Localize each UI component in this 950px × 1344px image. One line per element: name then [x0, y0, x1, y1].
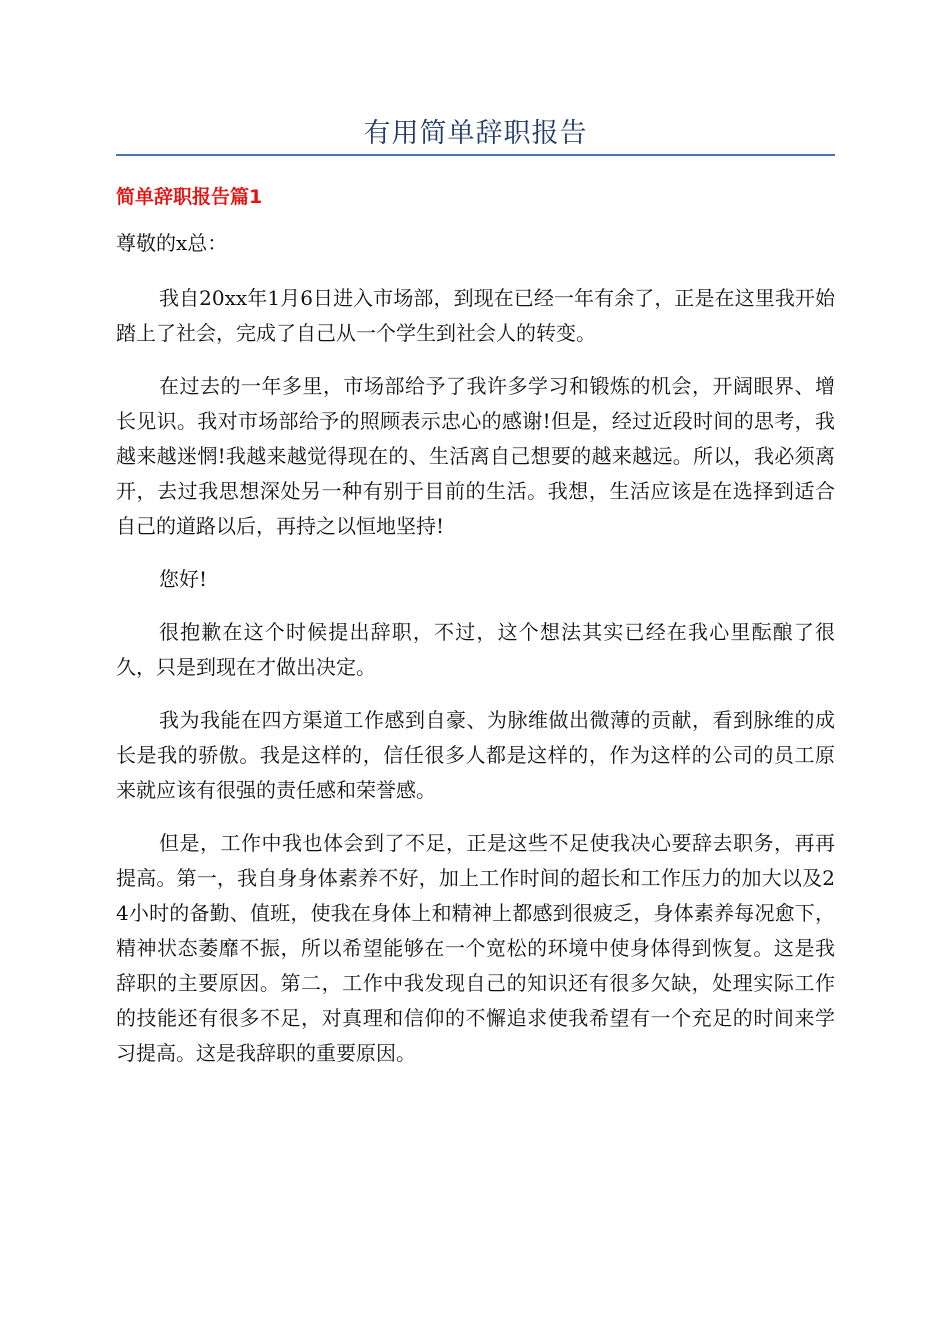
salutation: 尊敬的x总：	[116, 231, 228, 255]
section-heading: 简单辞职报告篇1	[116, 186, 263, 208]
title-divider	[116, 154, 835, 156]
paragraph: 在过去的一年多里，市场部给予了我许多学习和锻炼的机会，开阔眼界、增长见识。我对市场部给予的照顾表示忠心的感谢!但是，经过近段时间的思考，我越来越迷惘!我越来越觉得现在的、生活离自己想要的越来越远。所以，我必须离开，去过我思想深处另一种有别于目前的生活。我想，生活应该是在选择到适合自己的道路以后，再持之以恒地坚持!	[116, 374, 835, 538]
document-title: 有用简单辞职报告	[363, 118, 588, 149]
paragraph: 我自20xx年1月6日进入市场部，到现在已经一年有余了，正是在这里我开始踏上了社会，完成了自己从一个学生到社会人的转变。	[116, 286, 835, 345]
letter-body	[116, 281, 835, 1089]
paragraph: 很抱歉在这个时候提出辞职，不过，这个想法其实已经在我心里酝酿了很久，只是到现在才做出决定。	[116, 620, 835, 679]
paragraph: 您好!	[159, 567, 208, 591]
paragraph: 我为我能在四方渠道工作感到自豪、为脉维做出微薄的贡献，看到脉维的成长是我的骄傲。我是这样的，信任很多人都是这样的，作为这样的公司的员工原来就应该有很强的责任感和荣誉感。	[116, 708, 835, 802]
paragraph: 但是，工作中我也体会到了不足，正是这些不足使我决心要辞去职务，再再提高。第一，我自身身体素养不好，加上工作时间的超长和工作压力的加大以及24小时的备勤、值班，使我在身体上和精神上都感到很疲乏，身体素养每况愈下，精神状态萎靡不振，所以希望能够在一个宽松的环境中使身体得到恢复。这是我辞职的主要原因。第二，工作中我发现自己的知识还有很多欠缺，处理实际工作的技能还有很多不足，对真理和信仰的不懈追求使我希望有一个充足的时间来学习提高。这是我辞职的重要原因。	[116, 831, 835, 1065]
